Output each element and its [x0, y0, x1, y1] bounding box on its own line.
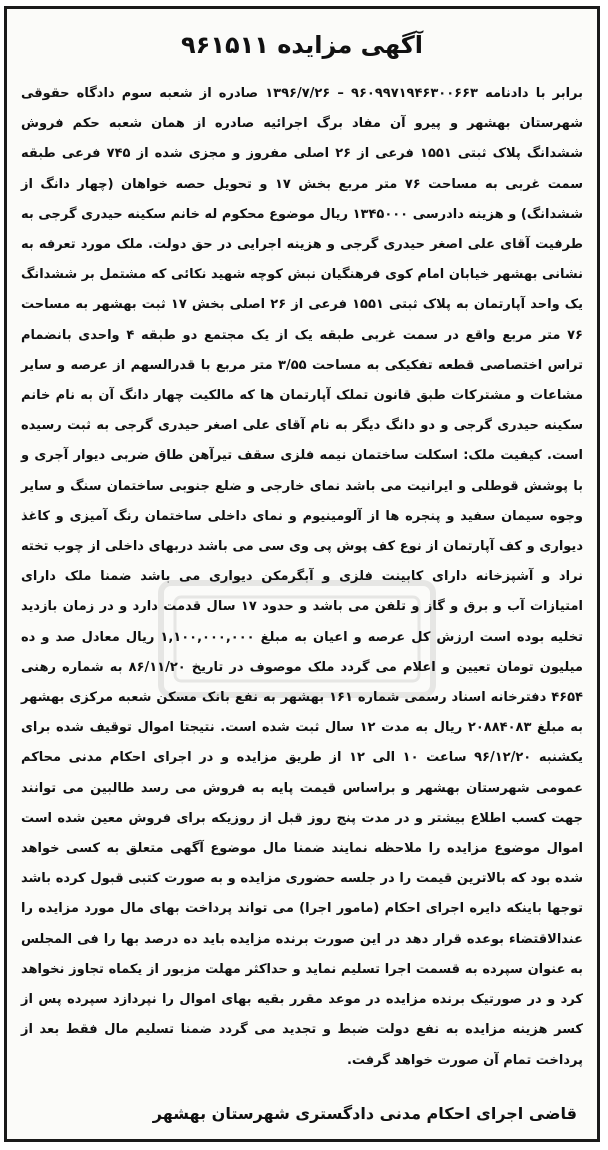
- notice-title: آگهی مزایده ۹۶۱۵۱۱: [181, 31, 423, 59]
- notice-body: برابر با دادنامه ۹۶۰۹۹۷۱۹۴۶۳۰۰۶۶۳ – ۱۳۹۶/۷/۲۶ صادره از شعبه سوم دادگاه حقوقی شهرستان بهشهر و پیرو آن مفاد برگ اجرائیه صادره از همان شعبه حکم فروش ششدانگ پلاک ثبتی ۱۵۵۱ فرعی از ۲۶ اصلی مفروز و مجزی شده از ۷۴۵ فرعی طبقه سمت غربی به مساحت ۷۶ متر مربع بخش ۱۷ و تحویل حصه خواهان (چهار دانگ از ششدانگ) و هزینه دادرسی ۱۳۴۵۰۰۰ ریال موضوع محکوم له خانم سکینه حیدری گرجی به طرفیت آقای علی اصغر حیدری گرجی و هزینه اجرایی در حق دولت. ملک مورد تعرفه به نشانی بهشهر خیابان امام کوی فرهنگیان نبش کوچه شهید نکائی که مشتمل بر ششدانگ یک واحد آپارتمان به پلاک ثبتی ۱۵۵۱ فرعی از ۲۶ اصلی بخش ۱۷ ثبت بهشهر به مساحت ۷۶ متر مربع واقع در سمت غربی طبقه یک از یک مجتمع دو طبقه ۴ واحدی بانضمام تراس اختصاصی قطعه تفکیکی به مساحت ۳/۵۵ متر مربع با قدرالسهم از عرصه و سایر مشاعات و مشترکات طبق قانون تملک آپارتمان ها که مالکیت چهار دانگ آن به نام خانم سکینه حیدری گرجی و دو دانگ دیگر به نام آقای علی اصغر حیدری گرجی به ثبت رسیده است. کیفیت ملک: اسکلت ساختمان نیمه فلزی سقف تیرآهن طاق ضربی دیوار آجری و با پوشش قوطلی و ایرانیت می باشد نمای خارجی و ضلع جنوبی ساختمان سنگ و سایر وجوه سیمان سفید و پنجره ها از آلومینیوم و نمای داخلی ساختمان رنگ آمیزی و کاغذ دیواری و کف آپارتمان از نوع کف پوش پی وی سی می باشد دربهای داخلی از چوب تخته نراد و آشپزخانه دارای کابینت فلزی و آبگرمکن دیواری می باشد ضمنا ملک دارای امتیازات آب و برق و گاز و تلفن می باشد و حدود ۱۷ سال قدمت دارد و در زمان بازدید تخلیه بوده است ارزش کل عرصه و اعیان به مبلغ ۱,۱۰۰,۰۰۰,۰۰۰ ریال معادل صد و ده میلیون تومان تعیین و اعلام می گردد ملک موصوف در تاریخ ۸۶/۱۱/۲۰ به شماره رهنی ۴۶۵۴ دفترخانه اسناد رسمی شماره ۱۶۱ بهشهر به نفع بانک مسکن شعبه مرکزی بهشهر به مبلغ ۲۰۸۸۴۰۸۳ ریال به مدت ۱۲ سال ثبت شده است. نتیجتا اموال توقیف شده برای یکشنبه ۹۶/۱۲/۲۰ ساعت ۱۰ الی ۱۲ از طریق مزایده و در اجرای احکام مدنی محاکم عمومی شهرستان بهشهر و براساس قیمت پایه به فروش می رسد طالبین می توانند جهت کسب اطلاع بیشتر و در مدت پنج روز قبل از روزیکه برای فروش معین شده است اموال موضوع مزایده را ملاحظه نمایند ضمنا مال موضوع آگهی متعلق به کسی خواهد شده بود که بالاترین قیمت را در جلسه حضوری مزایده و به صورت کتبی قبول کرده باشد توجها باینکه دایره اجرای احکام (مامور اجرا) می تواند پرداخت بهای مال مورد مزایده را عندالاقتضاء بوعده قرار دهد در این صورت برنده مزایده باید ده درصد بها را فی المجلس به عنوان سپرده به قسمت اجرا تسلیم نماید و حداکثر مهلت مزبور از یکماه تجاوز نخواهد کرد و در صورتیک برنده مزایده در موعد مقرر بقیه بهای اموال را نپردازد سپرده پس از کسر هزینه مزایده به نفع دولت ضبط و تجدید می گردد ضمنا تسلیم مال فقط بعد از پرداخت تمام آن صورت خواهد گرفت.: [21, 86, 584, 1068]
- notice-frame: [4, 6, 600, 1142]
- notice-signature: قاضی اجرای احکام مدنی دادگستری شهرستان بهشهر: [152, 1104, 577, 1123]
